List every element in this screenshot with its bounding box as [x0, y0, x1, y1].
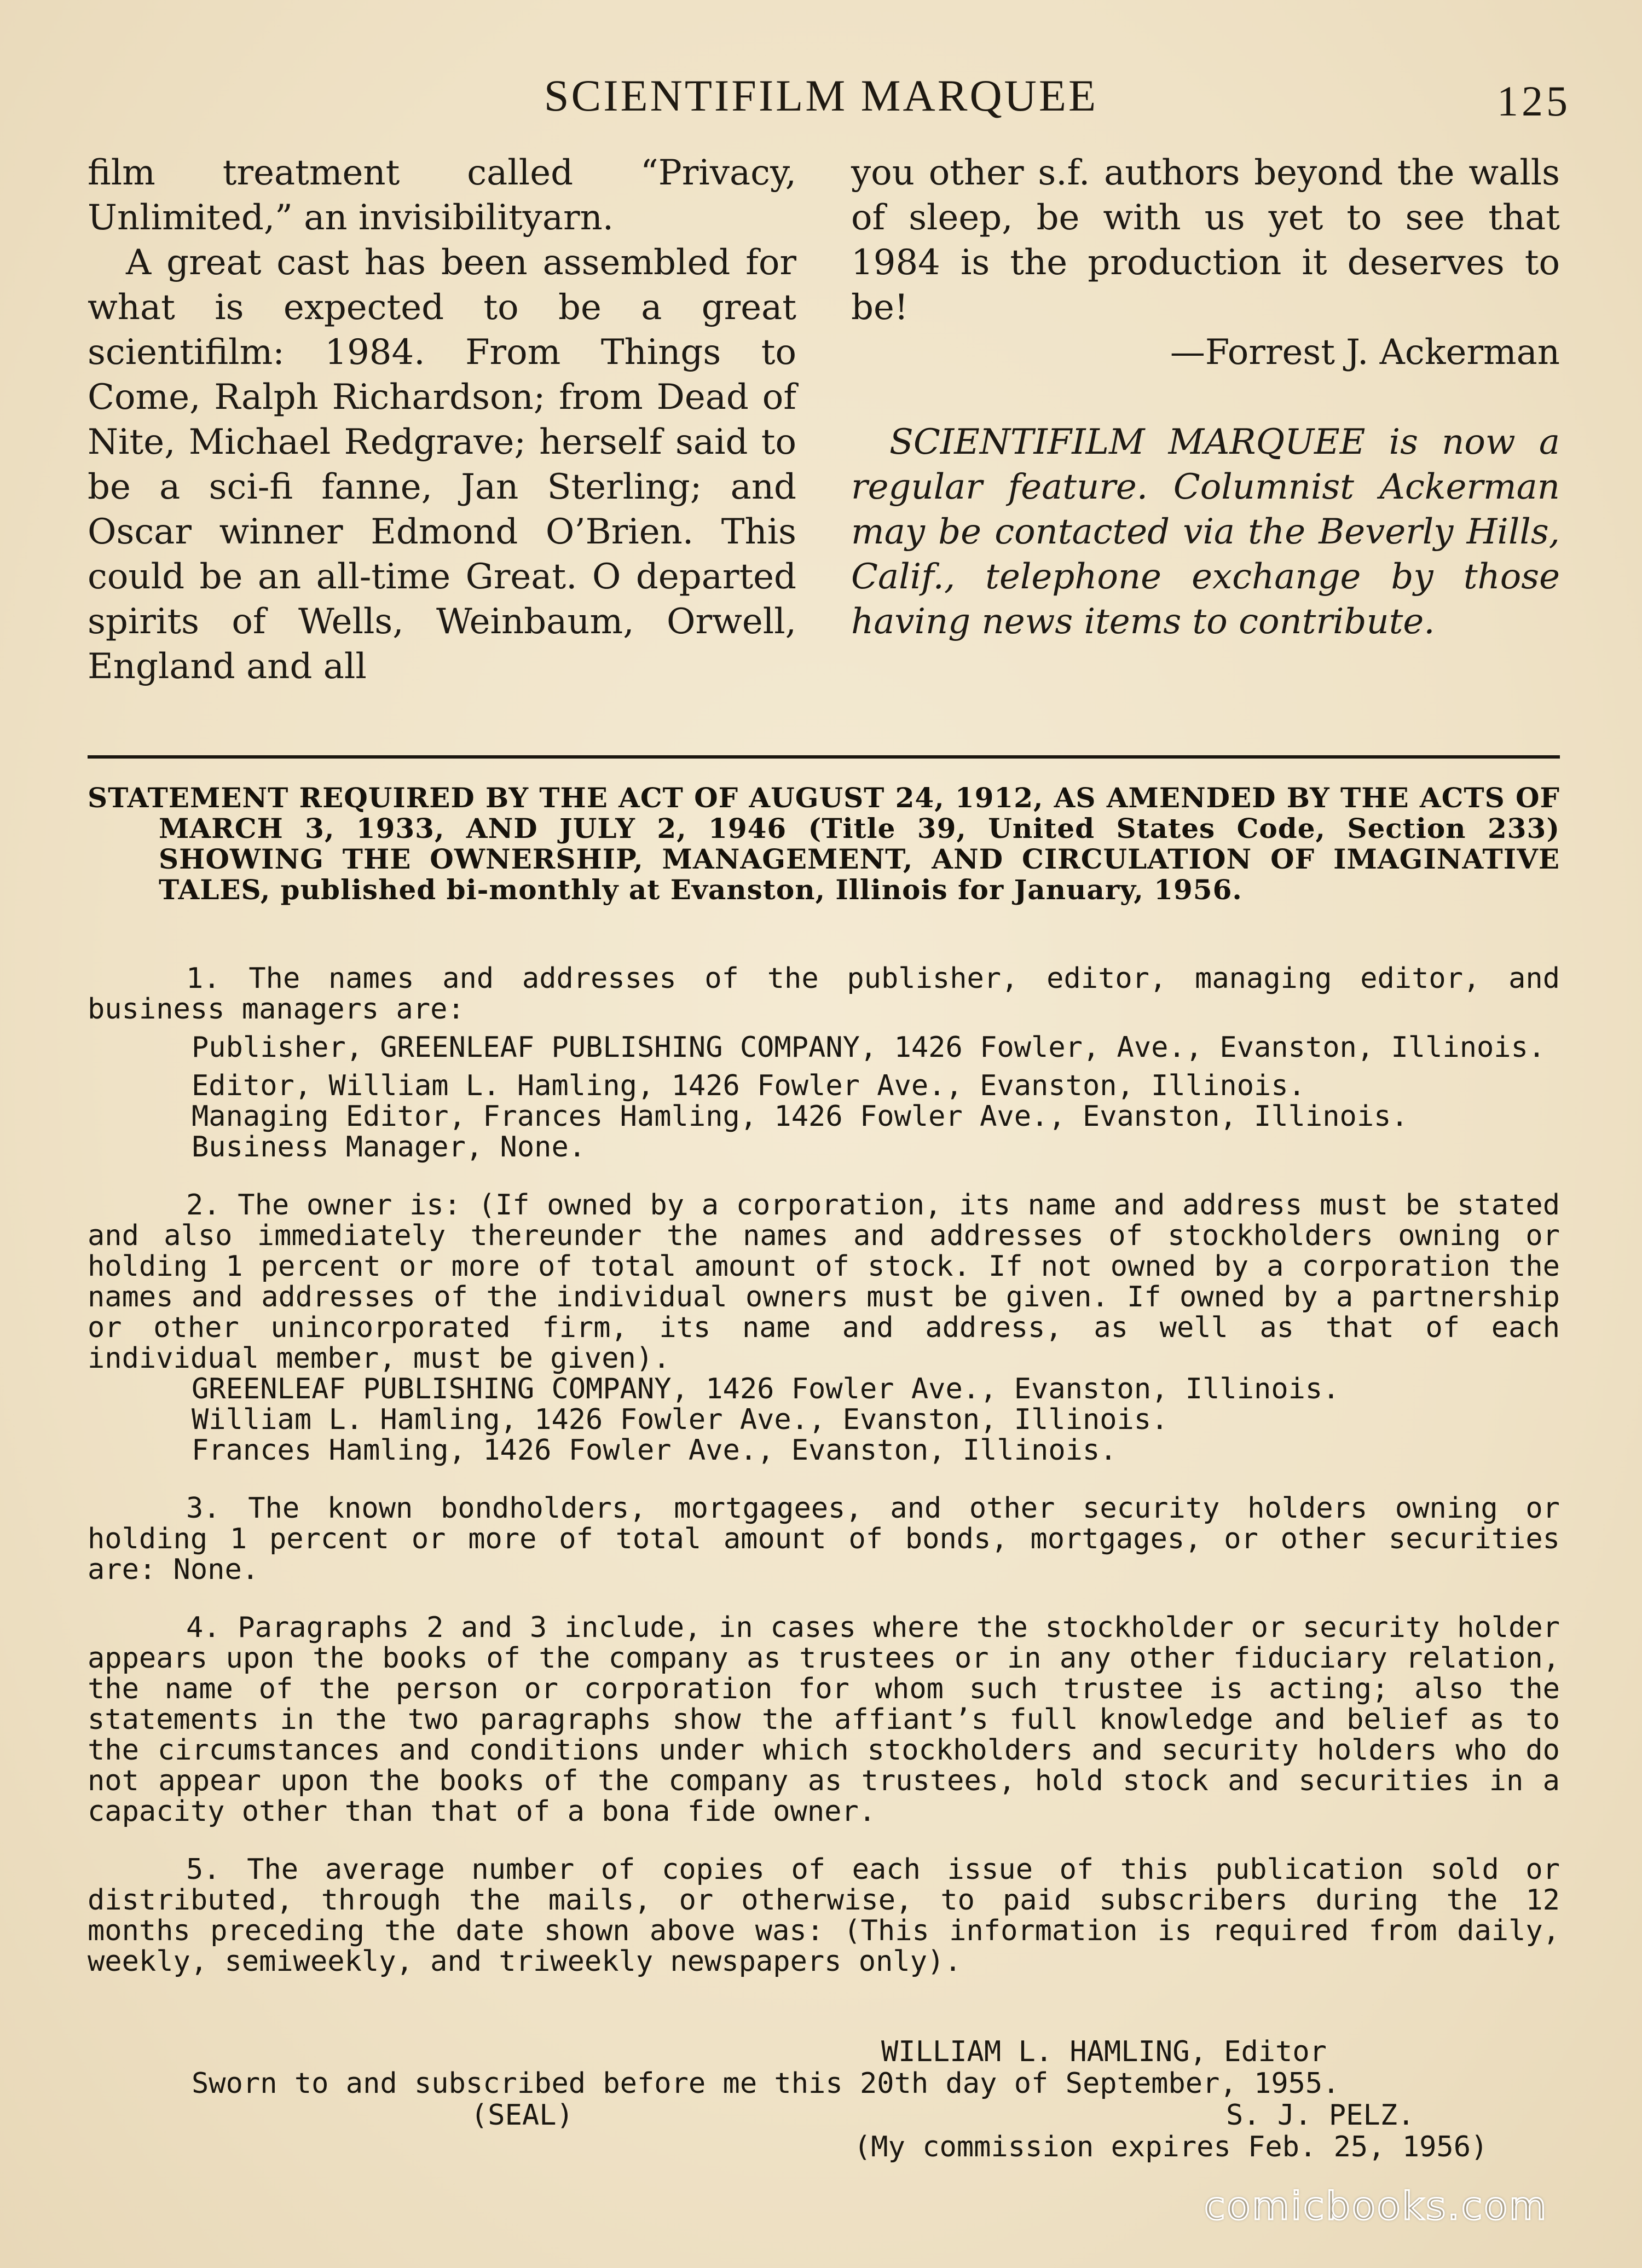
ownership-statement-body	[88, 963, 1560, 1977]
right-paragraph-1: you other s.f. authors beyond the walls of sleep, be with us yet to see that 1984 is the production it deserves to be!	[851, 153, 1560, 328]
sworn-block	[88, 2036, 1560, 2163]
left-column	[88, 151, 796, 689]
statement-paragraph-5: 5. The average number of copies of each issue of this publication sold or distributed, through the mails, or otherwise, to paid subscribers during the 12 months preceding the date shown above was: (This information is required from daily, weekly, semiweekly, and triweekly newspapers only).	[88, 1853, 1560, 1978]
editor-signature: WILLIAM L. HAMLING, Editor	[881, 2035, 1327, 2068]
statement-paragraph-2: 2. The owner is: (If owned by a corporation, its name and address must be stated and also immediately thereunder the names and addresses of stockholders owning or holding 1 percent or more of total amount of stock. If not owned by a corporation the names and addresses of the individual owners must be given. If owned by a partnership or other unincorporated firm, its name and address, as well as that of each individual member, must be given).	[88, 1189, 1560, 1375]
commission-expiry: (My commission expires Feb. 25, 1956)	[854, 2131, 1488, 2163]
statement-paragraph-3: 3. The known bondholders, mortgagees, and other security holders owning or holding 1 percent or more of total amount of bonds, mortgages, or other securities are: None.	[88, 1492, 1560, 1586]
page-number: 125	[1497, 77, 1571, 125]
left-paragraph-1: film treatment called “Privacy, Unlimited,” an invisibilityarn.	[88, 153, 796, 238]
owner-entry-2: William L. Hamling, 1426 Fowler Ave., Evanston, Illinois.	[192, 1403, 1169, 1436]
notary-name: S. J. PELZ.	[1226, 2099, 1415, 2132]
left-paragraph-2: A great cast has been assembled for what is expected to be a great scientifilm: 1984. From Things to Come, Ralph Richardson; from Dead of Nite, Michael Redgrave; herself said to be a sci-fi fanne, Jan Sterling; and Oscar winner Edmond O’Brien. This could be an all-time Great. O departed spirits of Wells, Weinbaum, Orwell, England and all	[88, 242, 796, 687]
author-signature: —Forrest J. Ackerman	[1170, 332, 1560, 373]
editor-entry: Editor, William L. Hamling, 1426 Fowler Ave., Evanston, Illinois.	[192, 1069, 1305, 1102]
seal-label: (SEAL)	[471, 2099, 574, 2132]
statement-paragraph-1: 1. The names and addresses of the publisher, editor, managing editor, and business managers are:	[88, 962, 1560, 1026]
managing-editor-entry: Managing Editor, Frances Hamling, 1426 Fowler Ave., Evanston, Illinois.	[192, 1100, 1408, 1133]
statement-paragraph-4: 4. Paragraphs 2 and 3 include, in cases where the stockholder or security holder appears upon the books of the company as trustees or in any other fiduciary relation, the name of the person or corporation for whom such trustee is acting; also the statements in the two paragraphs show the affiant’s full knowledge and belief as to the circumstances and conditions under which stockholders and security holders who do not appear upon the books of the company as trustees, hold stock and securities in a capacity other than that of a bona fide owner.	[88, 1611, 1560, 1828]
sworn-statement: Sworn to and subscribed before me this 20th day of September, 1955.	[192, 2067, 1340, 2100]
section-divider	[88, 755, 1560, 759]
ownership-statement-heading	[88, 783, 1560, 905]
watermark-text: comicbooks.com	[1204, 2184, 1548, 2229]
owner-entry-1: GREENLEAF PUBLISHING COMPANY, 1426 Fowler Ave., Evanston, Illinois.	[192, 1373, 1340, 1405]
right-column	[851, 151, 1560, 644]
column-note: SCIENTIFILM MARQUEE is now a regular feature. Columnist Ackerman may be contacted via the Beverly Hills, Calif., telephone exchange by those having news items to contribute.	[851, 422, 1560, 642]
running-title: SCIENTIFILM MARQUEE	[544, 71, 1098, 120]
publisher-entry: Publisher, GREENLEAF PUBLISHING COMPANY, 1426 Fowler, Ave., Evanston, Illinois.	[192, 1031, 1546, 1064]
owner-entry-3: Frances Hamling, 1426 Fowler Ave., Evanston, Illinois.	[192, 1434, 1117, 1467]
business-manager-entry: Business Manager, None.	[192, 1131, 586, 1164]
statement-heading: STATEMENT REQUIRED BY THE ACT OF AUGUST 24, 1912, AS AMENDED BY THE ACTS OF MARCH 3, 1933, AND JULY 2, 1946 (Title 39, United States Code, Section 233) SHOWING THE OWNERSHIP, MANAGEMENT, AND CIRCULATION OF IMAGINATIVE TALES, published bi-monthly at Evanston, Illinois for January, 1956.	[88, 782, 1560, 906]
